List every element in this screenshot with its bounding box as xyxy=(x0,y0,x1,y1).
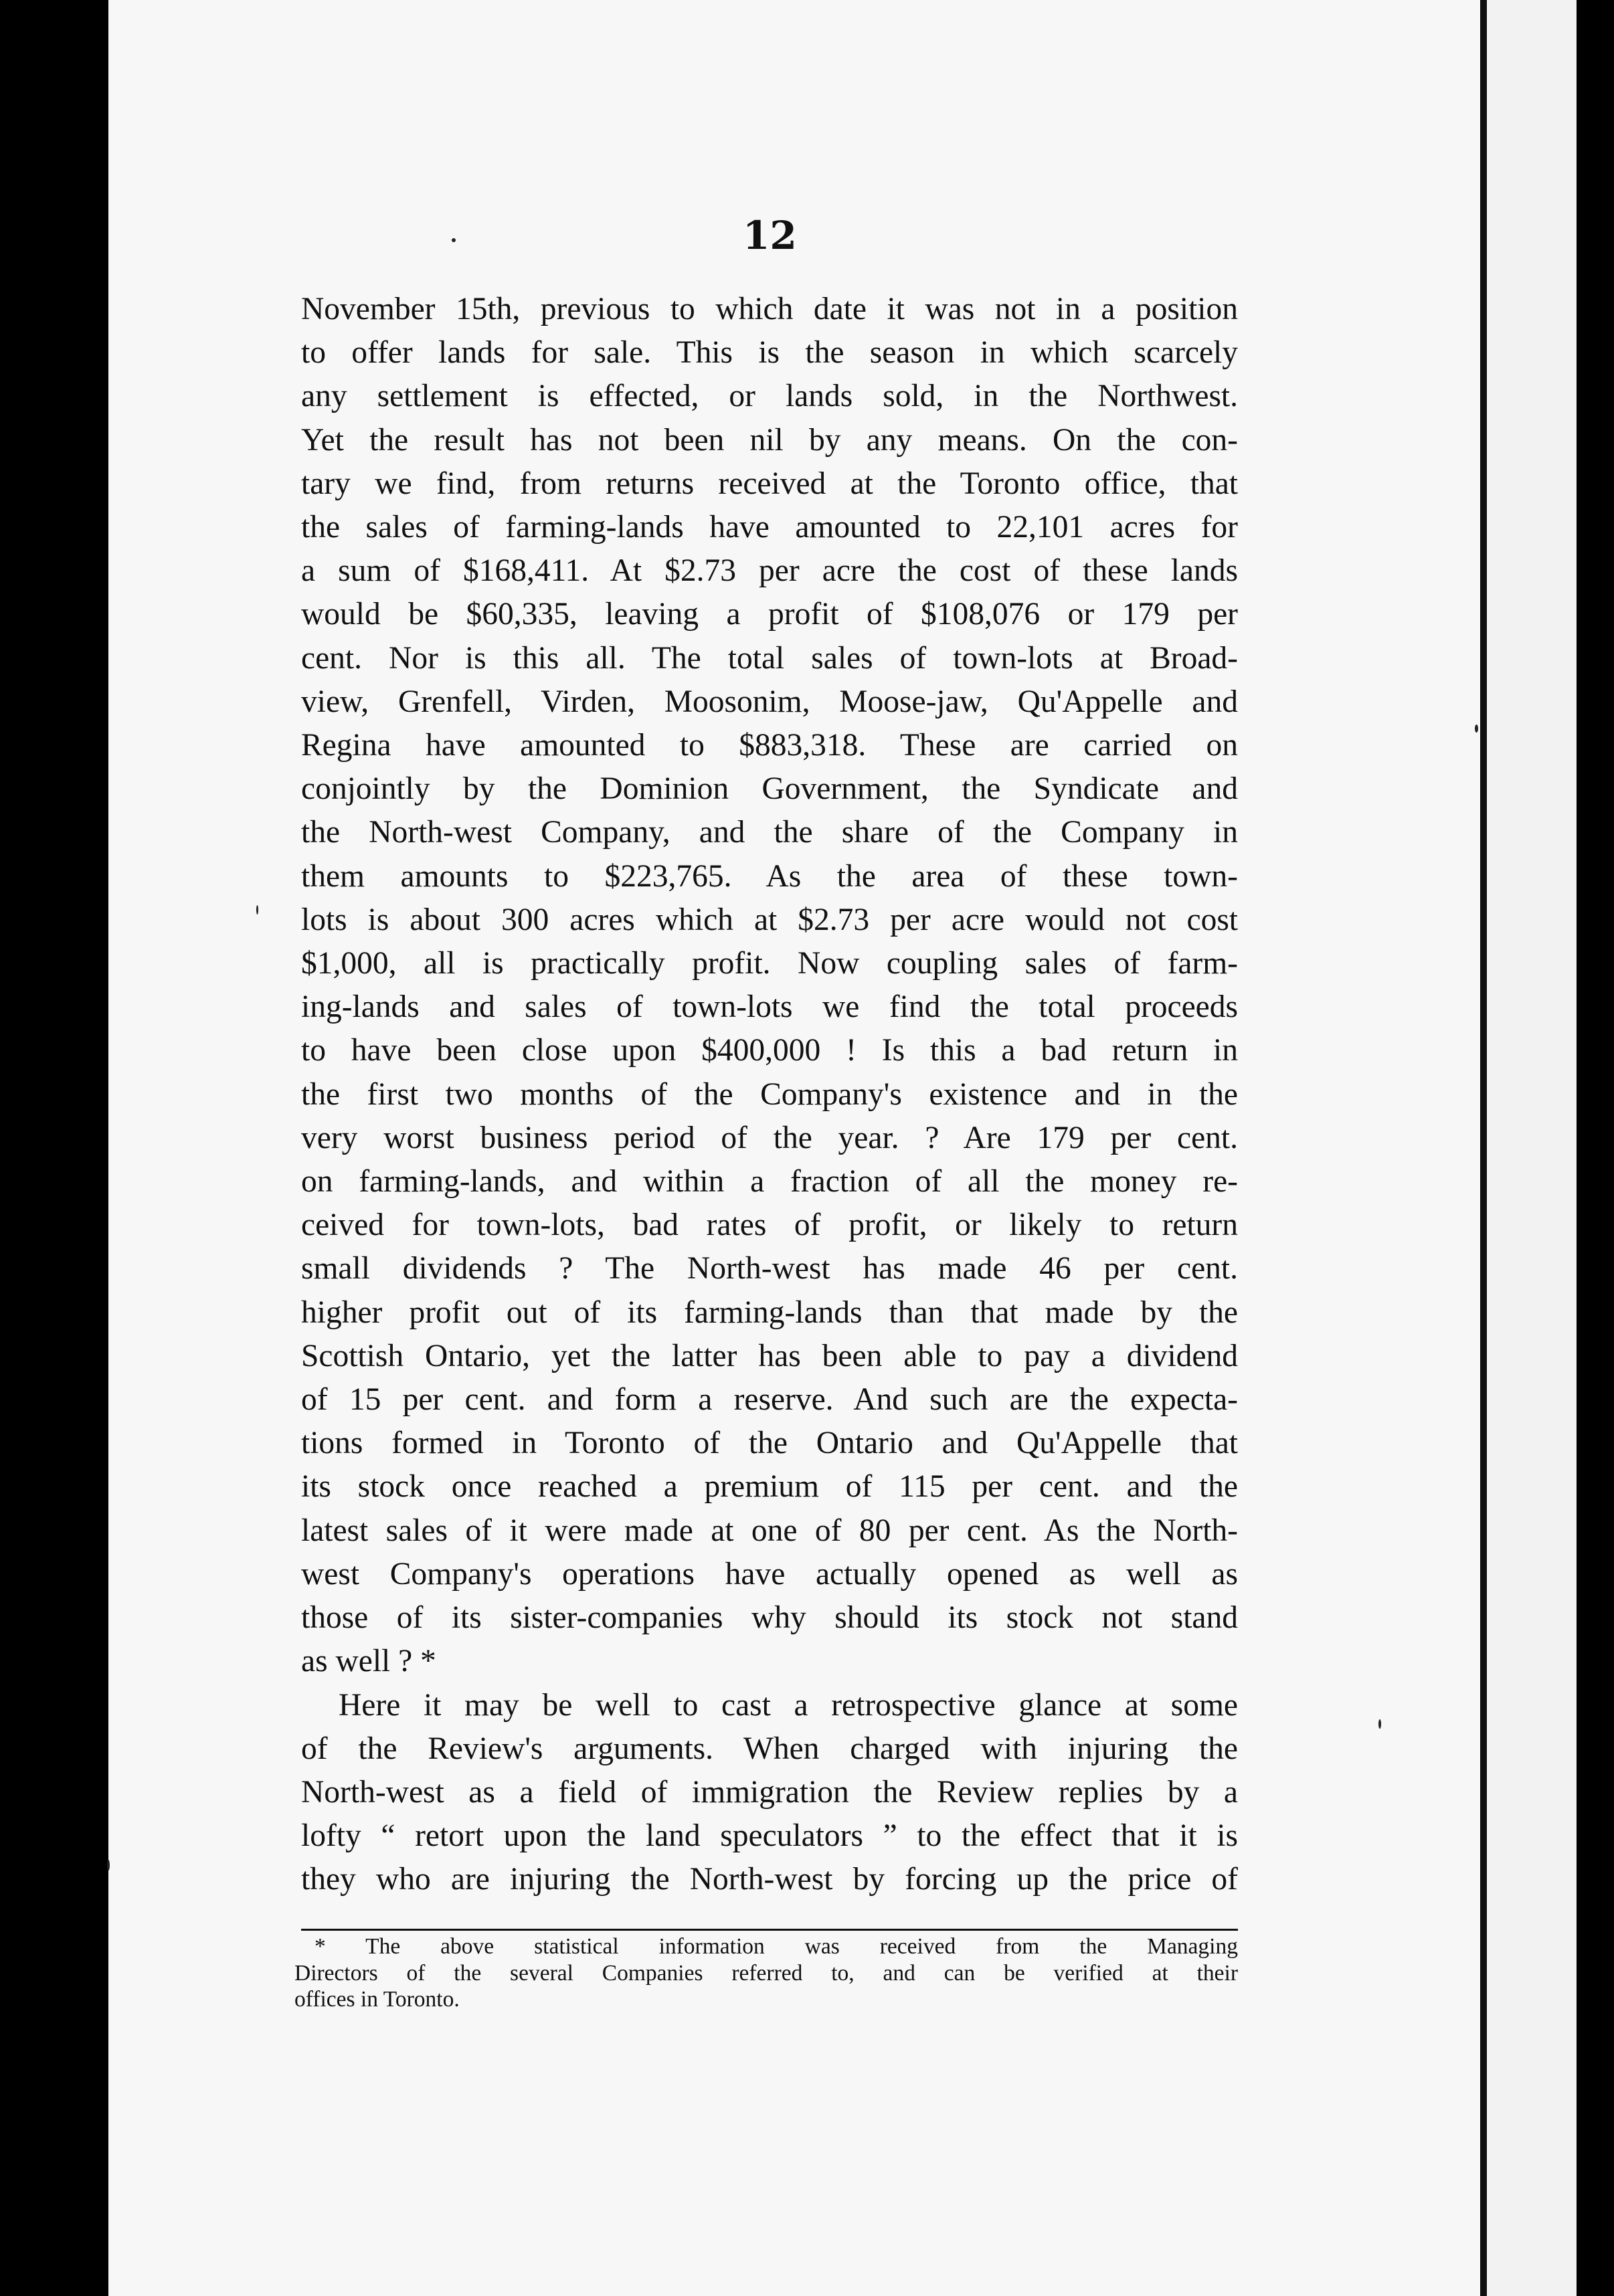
scan-speck xyxy=(256,905,258,915)
text-line: of the Review's arguments. When charged with injuring the xyxy=(301,1731,1238,1766)
footnote-line: Directors of the several Companies referred to, and can be verified at their xyxy=(294,1960,1238,1986)
text-line: them amounts to $223,765. As the area of these town- xyxy=(301,858,1238,894)
scan-speck xyxy=(1475,725,1478,733)
text-line: view, Grenfell, Virden, Moosonim, Moose-jaw, Qu'Appelle and xyxy=(301,684,1238,719)
text-line: small dividends ? The North-west has made 46 per cent. xyxy=(301,1251,1238,1286)
text-line: they who are injuring the North-west by forcing up the price of xyxy=(301,1862,1238,1897)
footnote xyxy=(294,1933,1238,2013)
text-line: Yet the result has not been nil by any means. On the con- xyxy=(301,422,1238,458)
text-line: west Company's operations have actually opened as well as xyxy=(301,1556,1238,1592)
text-line: higher profit out of its farming-lands than that made by the xyxy=(301,1295,1238,1330)
text-line: Here it may be well to cast a retrospective glance at some xyxy=(339,1687,1238,1723)
text-line: cent. Nor is this all. The total sales of town-lots at Broad- xyxy=(301,640,1238,676)
footnote-line: * The above statistical information was received from the Managing xyxy=(315,1934,1238,1959)
page-gutter xyxy=(1480,0,1487,2296)
paragraph-1 xyxy=(301,288,1238,1684)
text-line: ceived for town-lots, bad rates of profit, or likely to return xyxy=(301,1208,1238,1243)
text-line: very worst business period of the year. ? Are 179 per cent. xyxy=(301,1120,1238,1155)
page-number: 12 xyxy=(743,213,797,258)
text-line: would be $60,335, leaving a profit of $108,076 or 179 per xyxy=(301,597,1238,632)
text-line: on farming-lands, and within a fraction of all the money re- xyxy=(301,1164,1238,1200)
text-line: any settlement is effected, or lands sold, in the Northwest. xyxy=(301,379,1238,414)
text-line: latest sales of it were made at one of 80 per cent. As the North- xyxy=(301,1513,1238,1548)
text-line: as well ? * xyxy=(301,1644,436,1679)
scan-speck xyxy=(107,1860,110,1871)
text-line: Regina have amounted to $883,318. These are carried on xyxy=(301,728,1238,763)
text-line: a sum of $168,411. At $2.73 per acre the cost of these lands xyxy=(301,553,1238,589)
text-line: $1,000, all is practically profit. Now coupling sales of farm- xyxy=(301,946,1238,981)
text-line: the first two months of the Company's existence and in the xyxy=(301,1076,1238,1112)
text-line: those of its sister-companies why should its stock not stand xyxy=(301,1600,1238,1636)
text-line: of 15 per cent. and form a reserve. And such are the expecta- xyxy=(301,1382,1238,1418)
scan-speck xyxy=(452,238,456,242)
text-line: ing-lands and sales of town-lots we find the total proceeds xyxy=(301,989,1238,1025)
text-line: tary we find, from returns received at the Toronto office, that xyxy=(301,466,1238,501)
text-line: lofty “ retort upon the land speculators ” to the effect that it is xyxy=(301,1818,1238,1854)
text-line: North-west as a field of immigration the Review replies by a xyxy=(301,1774,1238,1810)
text-line: to offer lands for sale. This is the season in which scarcely xyxy=(301,335,1238,371)
text-line: its stock once reached a premium of 115 per cent. and the xyxy=(301,1469,1238,1505)
text-line: the North-west Company, and the share of the Company in xyxy=(301,815,1238,850)
body-text xyxy=(301,288,1238,1902)
text-line: the sales of farming-lands have amounted to 22,101 acres for xyxy=(301,510,1238,545)
scan-border xyxy=(1577,0,1614,2296)
text-line: conjointly by the Dominion Government, the Syndicate and xyxy=(301,771,1238,807)
text-line: to have been close upon $400,000 ! Is this a bad return in xyxy=(301,1033,1238,1068)
text-line: Scottish Ontario, yet the latter has been able to pay a dividend xyxy=(301,1338,1238,1373)
footnote-rule xyxy=(301,1929,1238,1931)
text-line: November 15th, previous to which date it was not in a position xyxy=(301,292,1238,326)
scan-speck xyxy=(1378,1719,1381,1729)
footnote-line: offices in Toronto. xyxy=(294,1987,460,2012)
paragraph-2 xyxy=(301,1684,1238,1902)
text-line: lots is about 300 acres which at $2.73 per acre would not cost xyxy=(301,902,1238,937)
text-line: tions formed in Toronto of the Ontario and Qu'Appelle that xyxy=(301,1426,1238,1461)
